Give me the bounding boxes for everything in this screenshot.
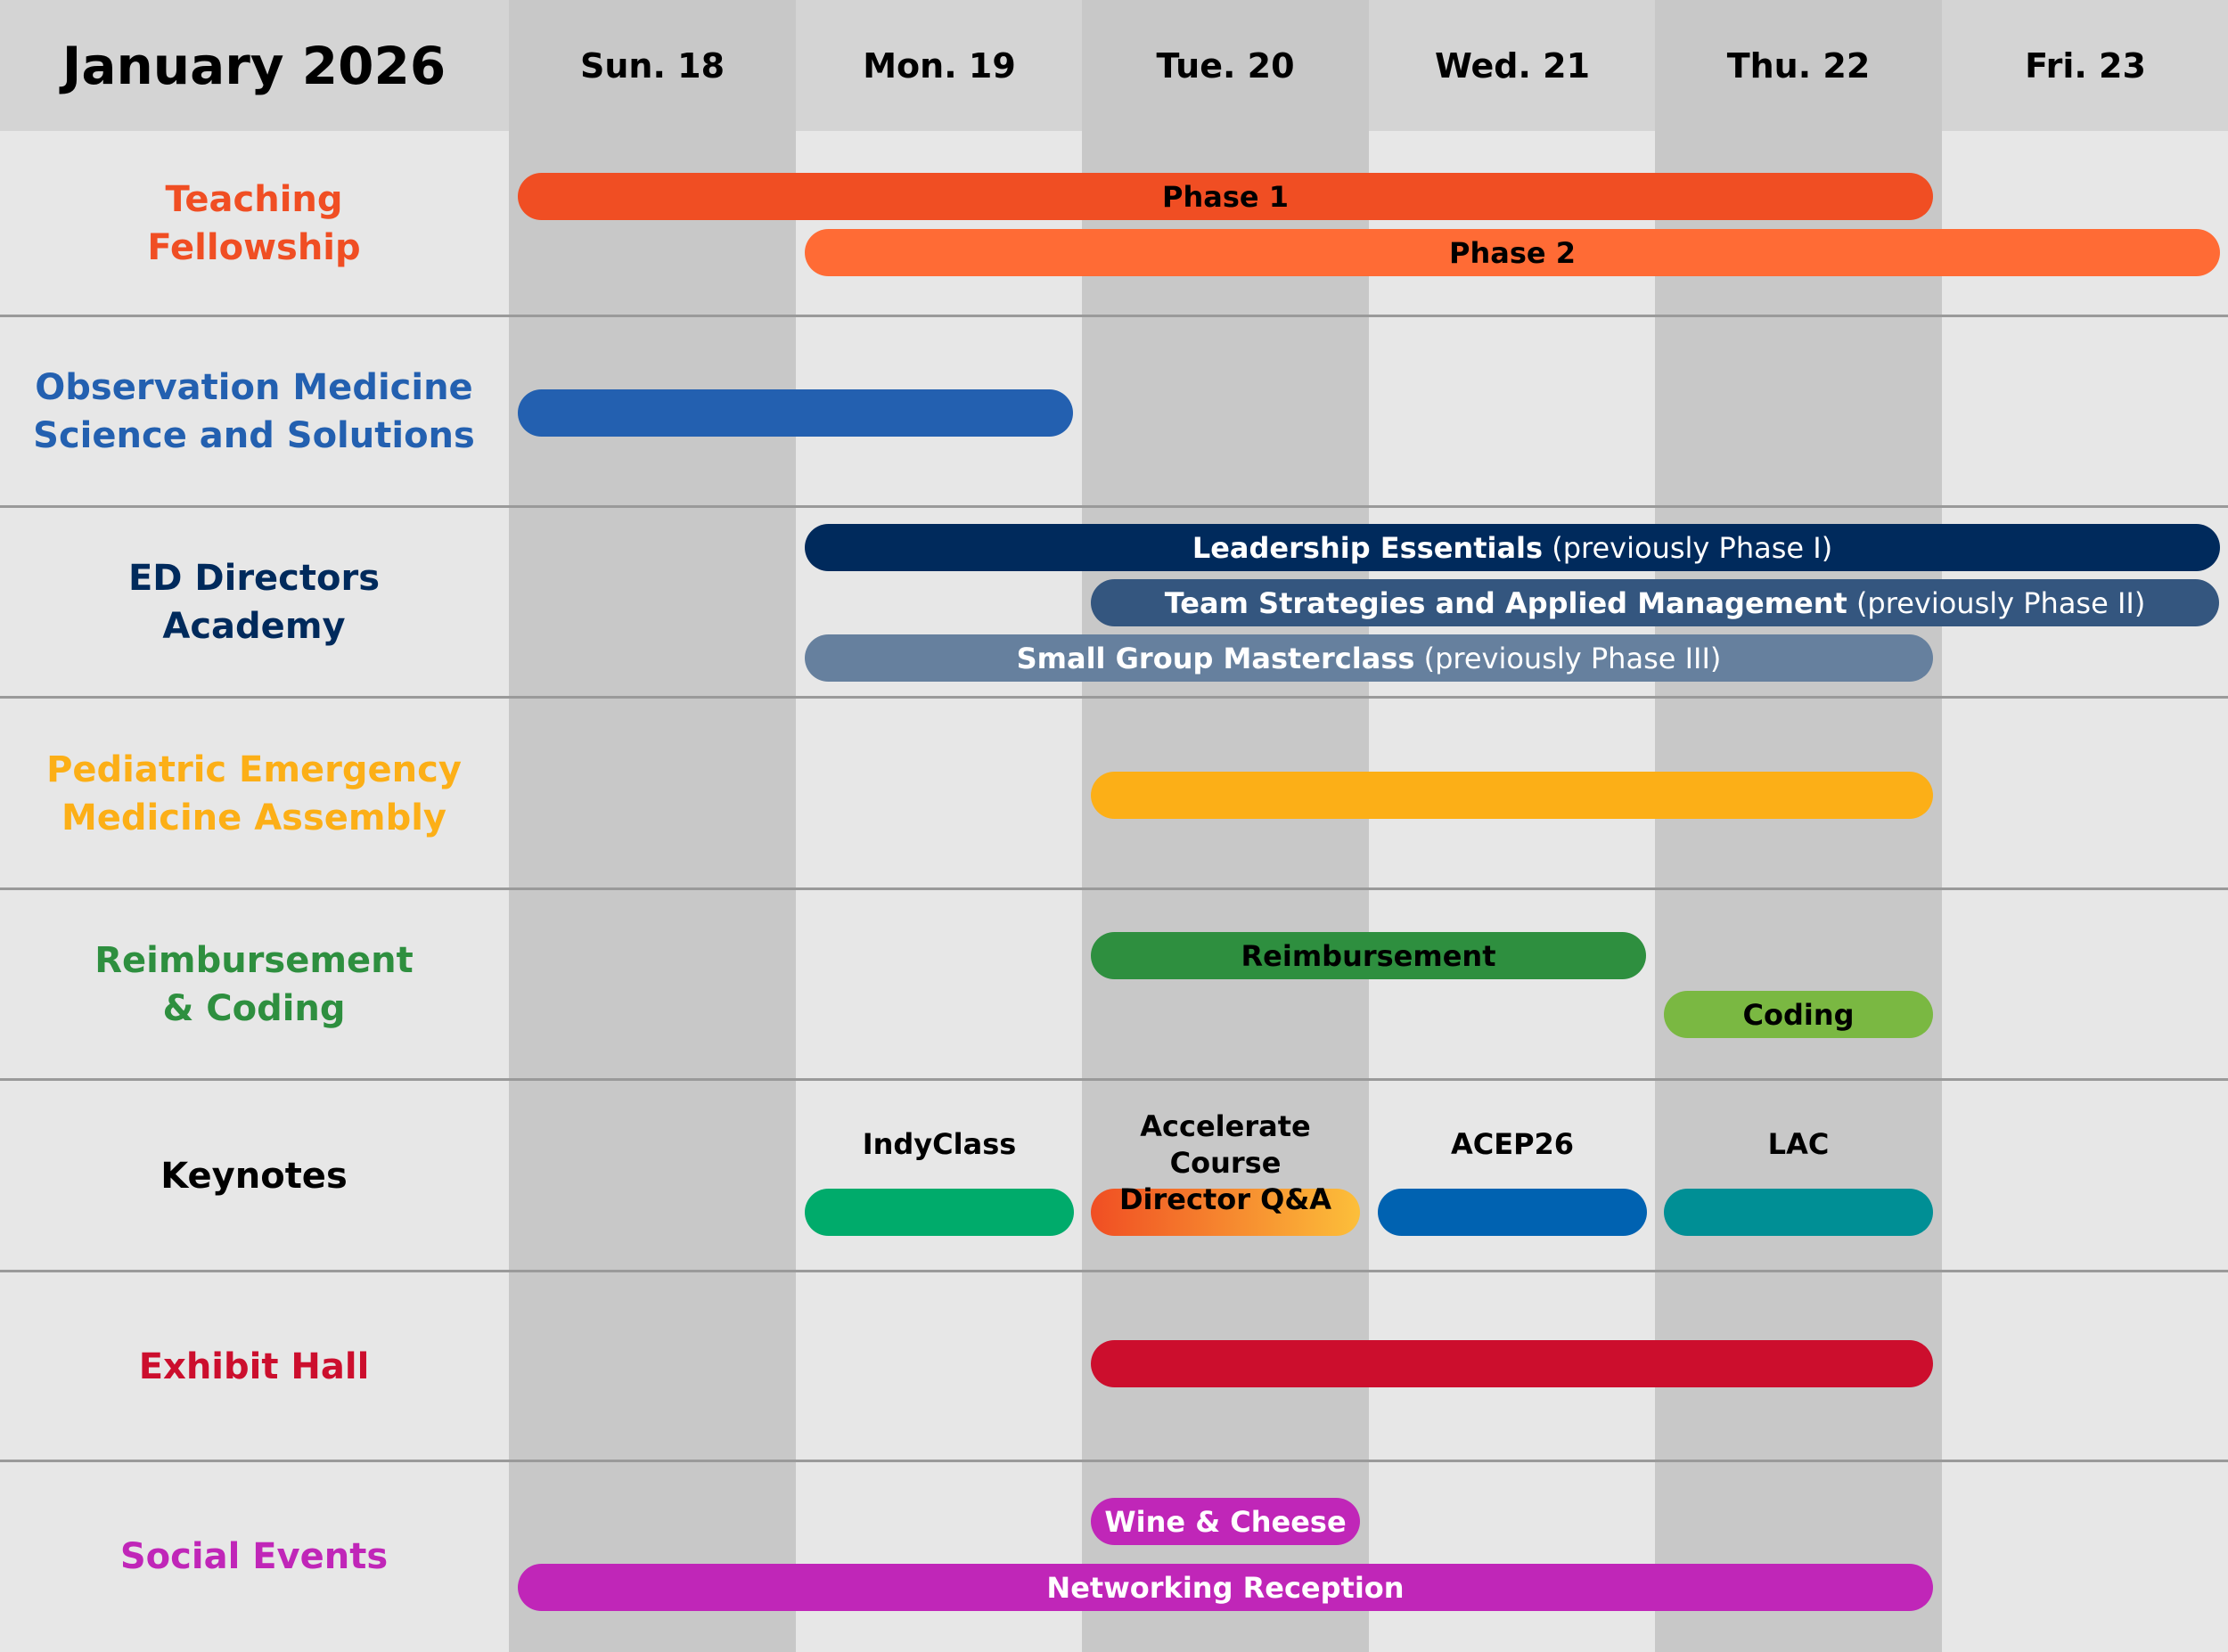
event-bar-label: Coding <box>1742 997 1855 1032</box>
keynote-label-acep26: ACEP26 <box>1450 1127 1575 1161</box>
event-bar-keynotes-wed-21[interactable] <box>1378 1189 1647 1236</box>
event-bar-phase-2[interactable] <box>805 229 2220 276</box>
day-header-thu-22: Thu. 22 <box>1726 45 1871 86</box>
event-bar-label: Wine & Cheese <box>1104 1504 1347 1539</box>
day-header-tue-20: Tue. 20 <box>1156 45 1295 86</box>
row-label-keynotes: Keynotes <box>160 1155 348 1197</box>
day-header-mon-19: Mon. 19 <box>863 45 1016 86</box>
event-bar-small-group-masterclass[interactable] <box>805 634 1933 682</box>
event-bar-label: Small Group Masterclass <box>1016 641 1415 675</box>
event-bar-label: Phase 1 <box>1162 179 1289 214</box>
event-bar-networking-reception[interactable] <box>518 1564 1933 1611</box>
event-bar-reimbursement[interactable] <box>1091 932 1646 979</box>
event-bar-label: Team Strategies and Applied Management <box>1164 585 1847 620</box>
day-header-sun-18: Sun. 18 <box>579 45 725 86</box>
row-label-observation-medicine-science-and-solutions: Observation Medicine Science and Solutions <box>33 367 475 456</box>
event-bar-note: (previously Phase II) <box>1847 585 2146 620</box>
row-label-ed-directors-academy: ED Directors Academy <box>127 558 381 647</box>
event-bar-leadership-essentials[interactable] <box>805 524 2220 571</box>
keynote-label-indyclass: IndyClass <box>862 1127 1017 1161</box>
event-bar-note: (previously Phase I) <box>1543 530 1833 565</box>
keynote-label-lac: LAC <box>1767 1127 1830 1161</box>
event-bar-label: Leadership Essentials <box>1192 530 1544 565</box>
event-bar-note: (previously Phase III) <box>1414 641 1722 675</box>
row-label-teaching-fellowship: Teaching Fellowship <box>147 179 361 268</box>
row-label-social-events: Social Events <box>119 1536 389 1577</box>
event-bar-keynotes-mon-19[interactable] <box>805 1189 1074 1236</box>
event-bar-exhibit-hall-tue-20[interactable] <box>1091 1340 1933 1387</box>
row-label-exhibit-hall: Exhibit Hall <box>138 1345 370 1387</box>
event-bar-keynotes-thu-22[interactable] <box>1664 1189 1933 1236</box>
day-header-fri-23: Fri. 23 <box>2025 45 2146 86</box>
row-label-pediatric-emergency-medicine-assembly: Pediatric Emergency Medicine Assembly <box>46 748 462 838</box>
event-bar-label: Phase 2 <box>1449 235 1576 270</box>
row-label-reimbursement-and-coding: Reimbursement & Coding <box>94 940 414 1029</box>
calendar-title: January 2026 <box>61 35 446 96</box>
event-bar-pediatric-emergency-medicine-assembly-tue-20[interactable] <box>1091 772 1933 819</box>
keynote-label-accelerate-course-director-qanda: Accelerate Course Director Q&A <box>1118 1109 1332 1216</box>
event-bar-observation-medicine-science-and-solutions-sun-18[interactable] <box>518 389 1073 437</box>
event-bar-label: Reimbursement <box>1241 938 1496 973</box>
event-bar-wine-and-cheese[interactable] <box>1091 1498 1360 1545</box>
day-header-wed-21: Wed. 21 <box>1434 45 1591 86</box>
day-column-shade-sun-18 <box>509 0 796 1652</box>
event-bar-label: Networking Reception <box>1046 1570 1405 1605</box>
event-bar-coding[interactable] <box>1664 991 1933 1038</box>
event-bar-team-strategies-and-applied-management[interactable] <box>1091 579 2219 626</box>
event-bar-phase-1[interactable] <box>518 173 1933 220</box>
